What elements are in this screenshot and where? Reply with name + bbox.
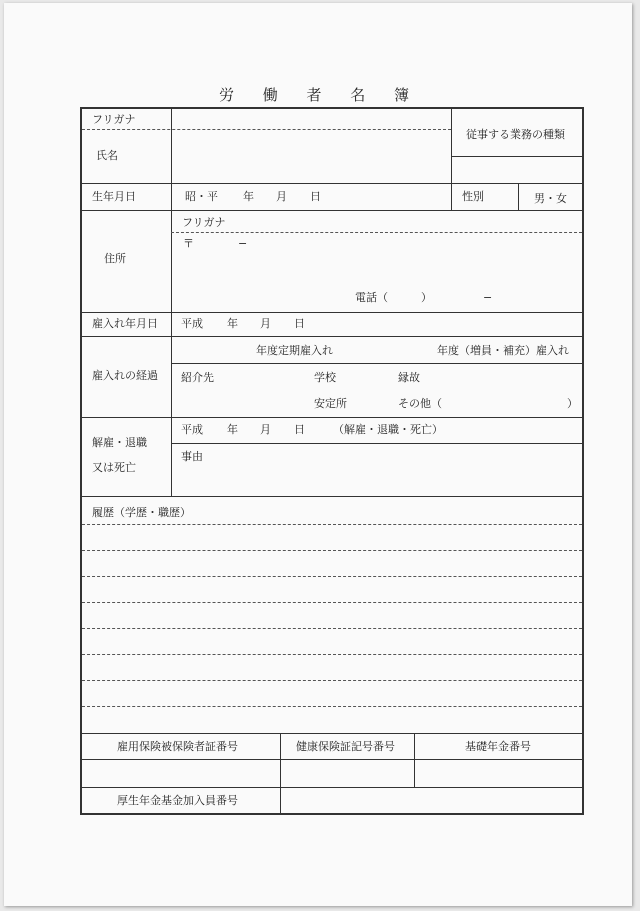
line bbox=[414, 733, 415, 787]
hire-extra: 年度（増員・補充）雇入れ bbox=[437, 344, 569, 357]
line bbox=[171, 183, 172, 210]
line bbox=[171, 417, 172, 496]
line bbox=[82, 733, 582, 734]
hire-era: 平成 bbox=[181, 317, 203, 330]
line bbox=[82, 787, 582, 788]
hire-route-label: 雇入れの経過 bbox=[92, 369, 158, 382]
hire-day-unit: 日 bbox=[294, 317, 305, 330]
address-furigana-label: フリガナ bbox=[182, 216, 226, 229]
dismissal-type: （解雇・退職・死亡） bbox=[333, 423, 443, 436]
employment-insurance-label: 雇用保険被保険者証番号 bbox=[117, 740, 238, 753]
hire-month-unit: 月 bbox=[260, 317, 271, 330]
dismissal-month-unit: 月 bbox=[260, 423, 271, 436]
line bbox=[82, 312, 582, 313]
gender-value: 男・女 bbox=[534, 192, 567, 205]
furigana-label: フリガナ bbox=[92, 113, 136, 126]
line bbox=[171, 363, 582, 364]
line bbox=[171, 109, 172, 183]
history-line bbox=[82, 628, 582, 629]
hire-date-label: 雇入れ年月日 bbox=[92, 317, 158, 330]
connection-label: 縁故 bbox=[398, 371, 420, 384]
dismissal-label-1: 解雇・退職 bbox=[92, 436, 147, 449]
address-furigana-dashed-line bbox=[171, 232, 582, 233]
birth-year-unit: 年 bbox=[243, 190, 254, 203]
dismissal-year-unit: 年 bbox=[227, 423, 238, 436]
address-label: 住所 bbox=[104, 252, 126, 265]
history-line bbox=[82, 680, 582, 681]
history-label: 履歴（学歴・職歴） bbox=[92, 506, 191, 519]
dismissal-era: 平成 bbox=[181, 423, 203, 436]
hire-year-unit: 年 bbox=[227, 317, 238, 330]
line bbox=[82, 336, 582, 337]
hire-regular: 年度定期雇入れ bbox=[256, 344, 333, 357]
line bbox=[451, 156, 582, 157]
birth-date-label: 生年月日 bbox=[92, 190, 136, 203]
dismissal-label-2: 又は死亡 bbox=[92, 461, 136, 474]
line bbox=[171, 210, 172, 312]
line bbox=[171, 312, 172, 336]
other-close: ） bbox=[567, 397, 578, 410]
line bbox=[82, 759, 582, 760]
postal-mark: 〒 bbox=[183, 237, 194, 250]
outer-border-bottom bbox=[80, 813, 584, 815]
line bbox=[82, 210, 582, 211]
line bbox=[82, 183, 582, 184]
line bbox=[280, 733, 281, 813]
line bbox=[82, 496, 582, 497]
phone-dash: − bbox=[483, 291, 493, 304]
phone-label: 電話（ ） bbox=[355, 291, 432, 304]
reason-label: 事由 bbox=[181, 450, 203, 463]
furigana-dashed-line bbox=[82, 129, 451, 130]
basic-pension-label: 基礎年金番号 bbox=[465, 740, 531, 753]
welfare-pension-label: 厚生年金基金加入員番号 bbox=[117, 794, 238, 807]
line bbox=[171, 443, 582, 444]
employment-office-label: 安定所 bbox=[314, 397, 347, 410]
school-label: 学校 bbox=[314, 371, 336, 384]
other-label: その他（ bbox=[398, 397, 442, 410]
history-line bbox=[82, 706, 582, 707]
history-line bbox=[82, 524, 582, 525]
line bbox=[451, 183, 452, 210]
line bbox=[451, 109, 452, 183]
outer-border-left bbox=[80, 107, 82, 815]
outer-border-right bbox=[582, 107, 584, 815]
history-line bbox=[82, 654, 582, 655]
job-type-label: 従事する業務の種類 bbox=[466, 128, 565, 141]
birth-day-unit: 日 bbox=[310, 190, 321, 203]
line bbox=[171, 336, 172, 417]
outer-border-top bbox=[80, 107, 584, 109]
history-line bbox=[82, 576, 582, 577]
history-line bbox=[82, 602, 582, 603]
dismissal-day-unit: 日 bbox=[294, 423, 305, 436]
birth-month-unit: 月 bbox=[276, 190, 287, 203]
health-insurance-label: 健康保険証記号番号 bbox=[296, 740, 395, 753]
form-title: 労 働 者 名 簿 bbox=[218, 86, 422, 104]
gender-label: 性別 bbox=[462, 190, 484, 203]
referral-label: 紹介先 bbox=[181, 371, 214, 384]
line bbox=[82, 417, 582, 418]
postal-dash: − bbox=[238, 237, 248, 250]
name-label: 氏名 bbox=[96, 149, 118, 162]
birth-era: 昭・平 bbox=[185, 190, 218, 203]
history-line bbox=[82, 550, 582, 551]
line bbox=[518, 183, 519, 210]
